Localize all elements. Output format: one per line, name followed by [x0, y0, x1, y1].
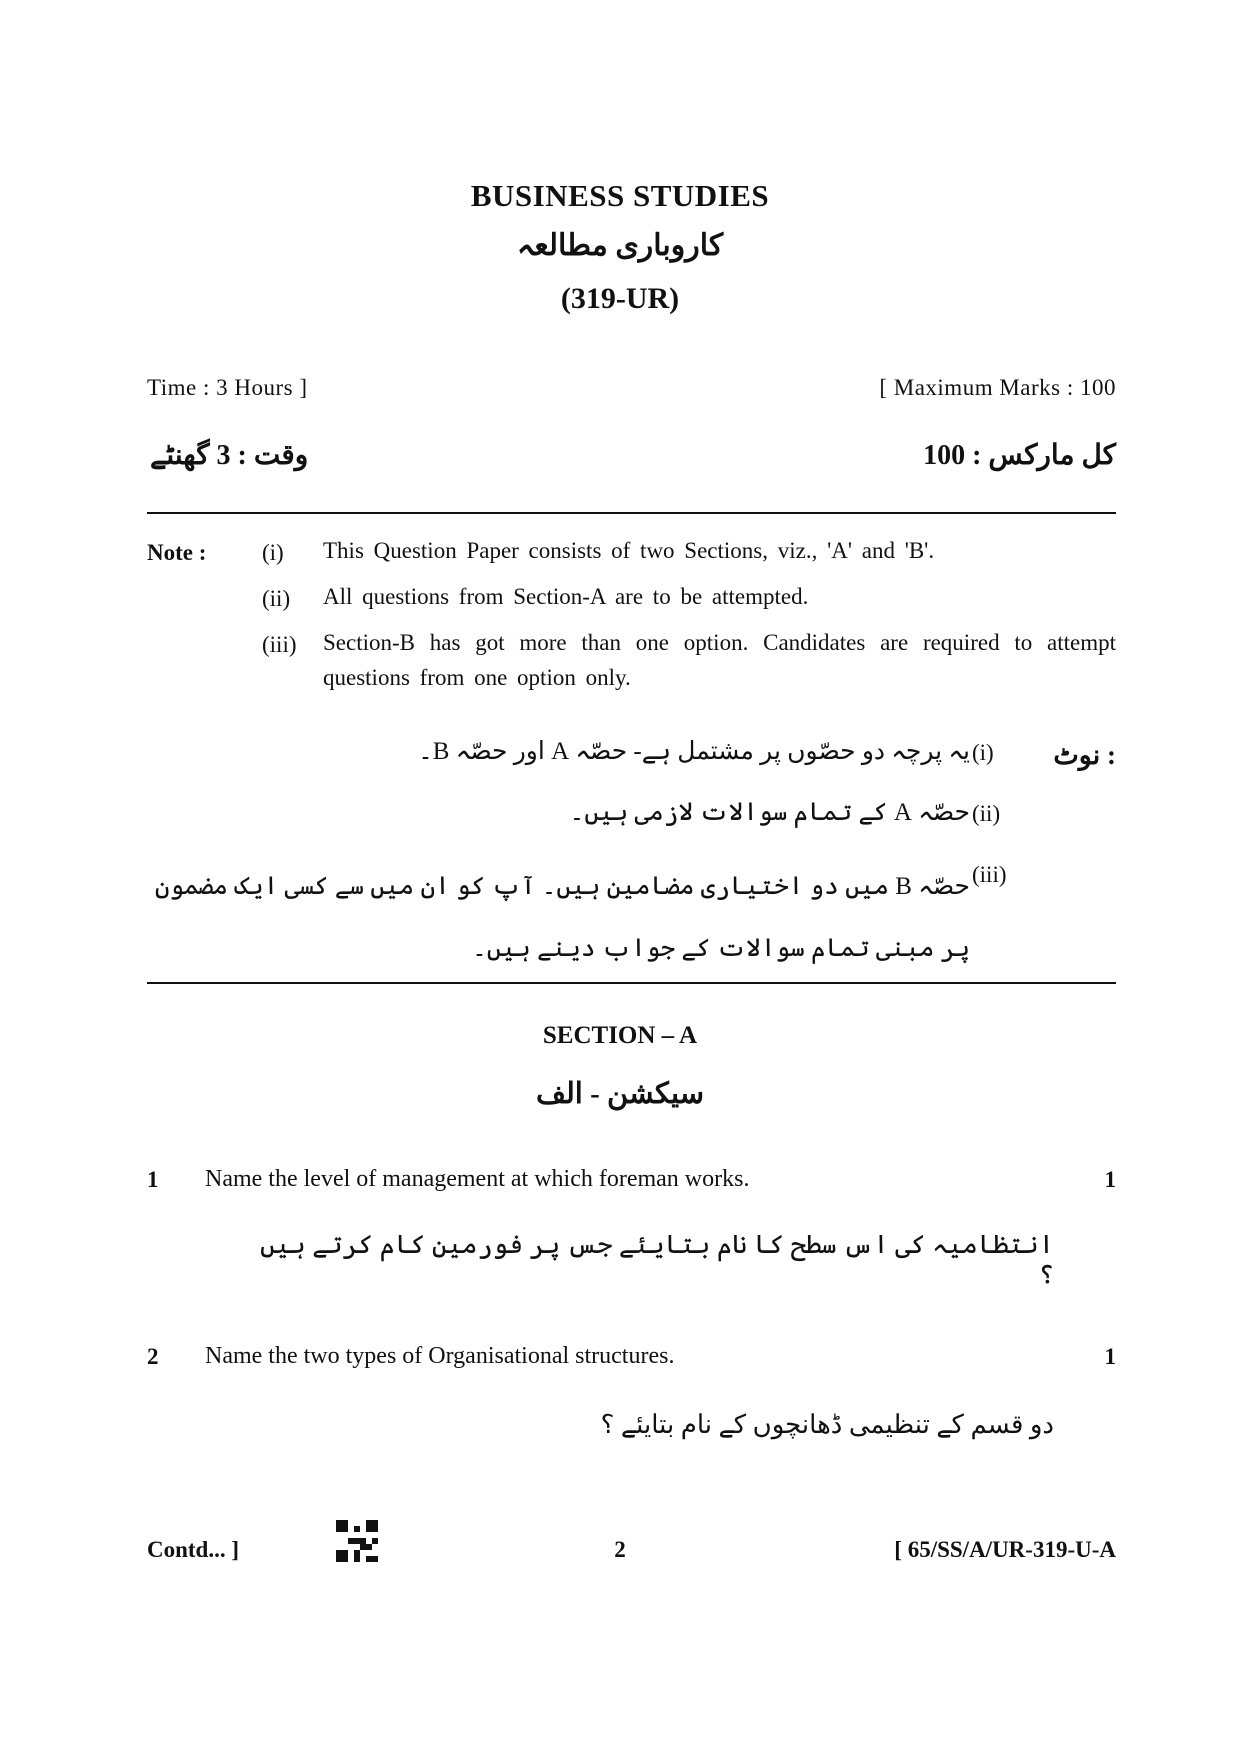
- question-text: Name the two types of Organisational structures.: [205, 1343, 675, 1369]
- note-item-num: (iii): [262, 632, 297, 657]
- paper-code: (319-UR): [560, 282, 680, 315]
- question-text-urdu: دو قسم کے تنظیمی ڈھانچوں کے نام بتایئے ؟: [600, 1410, 1054, 1439]
- note-item-num: (i): [262, 540, 284, 565]
- question-marks: 1: [1104, 1167, 1116, 1192]
- question-text-urdu: انتظامیہ کی اس سطح کا نام بتایئے جس پر فورمین کام کرتے ہیں ؟: [259, 1230, 1054, 1289]
- question-number: 1: [147, 1167, 159, 1192]
- time-allowed-urdu: وقت : 3 گھنٹے: [150, 440, 309, 471]
- note-item-num-urdu: (ii): [972, 801, 1001, 826]
- question-text: Name the level of management at which foreman works.: [205, 1166, 750, 1192]
- note-item-urdu: یہ پرچہ دو حصّوں پر مشتمل ہے- حصّہ A اور حصّہ B۔: [418, 738, 970, 765]
- maximum-marks: [ Maximum Marks : 100: [879, 375, 1116, 400]
- note-item-num-urdu: (iii): [972, 862, 1007, 887]
- question-marks: 1: [1104, 1344, 1116, 1369]
- note-item: All questions from Section-A are to be attempted.: [323, 584, 809, 609]
- divider: [147, 982, 1116, 984]
- note-item: Section-B has got more than one option. Candidates are required to attempt questions from one option only.: [323, 630, 1116, 690]
- section-title-urdu: سیکشن - الف: [535, 1078, 705, 1110]
- divider: [147, 512, 1116, 514]
- note-item-urdu: حصّہ A کے تمام سوالات لازمی ہیں۔: [569, 799, 970, 826]
- paper-code-footer: [ 65/SS/A/UR-319-U-A: [894, 1537, 1116, 1562]
- note-item-num: (ii): [262, 586, 291, 611]
- paper-title: BUSINESS STUDIES: [470, 178, 770, 213]
- continued-label: Contd... ]: [147, 1537, 240, 1562]
- note-item: This Question Paper consists of two Sections, viz., 'A' and 'B'.: [323, 538, 935, 563]
- paper-title-urdu: کاروباری مطالعہ: [516, 229, 724, 262]
- note-item-urdu: حصّہ B میں دو اختیاری مضامین ہیں۔ آپ کو ان میں سے کسی ایک مضمون پر مبنی تمام سوالات کے جواب دینے ہیں۔: [154, 873, 970, 962]
- question-number: 2: [147, 1344, 159, 1369]
- note-item-num-urdu: (i): [972, 740, 994, 765]
- page-number: 2: [614, 1537, 626, 1562]
- section-title: SECTION – A: [542, 1022, 698, 1049]
- note-label: Note :: [147, 540, 207, 565]
- note-label-urdu: نوٹ :: [1053, 740, 1116, 770]
- maximum-marks-urdu: کل مارکس : 100: [923, 440, 1116, 471]
- time-allowed: Time : 3 Hours ]: [147, 375, 308, 400]
